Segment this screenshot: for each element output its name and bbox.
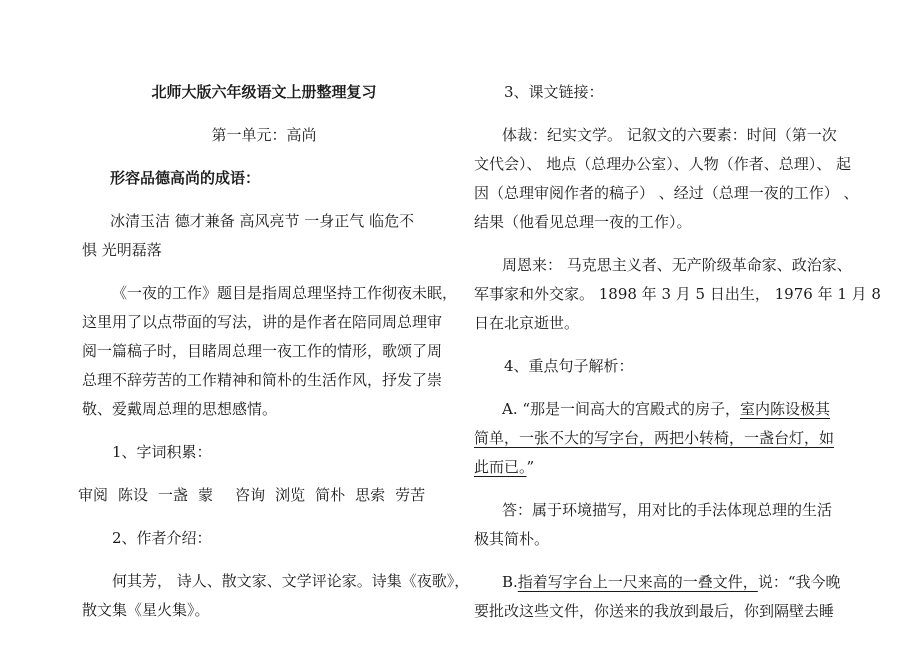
- vocab-list: [78, 481, 446, 510]
- sentence-b-underlined: 指着写字台上一尺来高的一叠文件，: [517, 573, 758, 591]
- vocab-item: 蒙: [198, 486, 214, 504]
- sentence-b-line-2: 要批改这些文件，你送来的我放到最后，你到隔壁去睡: [474, 602, 835, 620]
- right-column: [474, 78, 881, 626]
- answer-line-2: 极其简朴。: [474, 530, 550, 548]
- genre-line-1: 体裁：纪实文学。 记叙文的六要素：时间（第一次: [502, 126, 837, 144]
- sentence-b: [474, 568, 844, 626]
- genre-line-4: 结果（他看见总理一夜的工作）。: [474, 213, 692, 231]
- genre-line-3: 因（总理审阅作者的稿子） 、经过（总理一夜的工作） 、: [474, 184, 859, 202]
- author-line-2: 散文集《星火集》。: [82, 601, 210, 619]
- intro-line-3: 阅一篇稿子时，目睹周总理一夜工作的情形，歌颂了周: [82, 342, 443, 360]
- vocab-item: 咨询: [235, 486, 266, 504]
- vocab-item: 劳苦: [395, 486, 426, 504]
- sentence-b-rest: 说：“我今晚: [757, 573, 841, 591]
- intro-line-5: 敬、爱戴周总理的思想感情。: [82, 400, 278, 418]
- zhou-paragraph: [474, 251, 881, 338]
- author-paragraph: [82, 567, 470, 625]
- idiom-line-2: 惧 光明磊落: [82, 241, 162, 259]
- vocab-heading: 1、字词积累：: [112, 443, 212, 461]
- sentence-b-line-1: [474, 568, 844, 597]
- unit-title: 第一单元：高尚: [211, 126, 317, 144]
- vocab-item: 陈设: [118, 486, 149, 504]
- intro-paragraph: [82, 279, 458, 424]
- vocab-item: 一盏: [158, 486, 189, 504]
- sentence-heading: 4、重点句子解析：: [504, 357, 634, 375]
- answer-line-1: 答：属于环境描写，用对比的手法体现总理的生活: [502, 501, 833, 519]
- left-column: [78, 78, 470, 625]
- link-heading: 3、课文链接：: [504, 83, 604, 101]
- sentence-a-line-1: [474, 395, 844, 424]
- sentence-a-underlined-1: 室内陈设极其: [740, 400, 831, 418]
- idiom-list: [82, 207, 446, 265]
- vocab-item: 思索: [355, 486, 386, 504]
- sentence-b-prefix: B.: [502, 573, 518, 591]
- zhou-line-2: 军事家和外交家。 1898 年 3 月 5 日出生， 1976 年 1 月 8: [474, 285, 881, 303]
- zhou-line-3: 日在北京逝世。: [474, 314, 580, 332]
- zhou-line-1: 周恩来： 马克思主义者、无产阶级革命家、政治家、: [502, 256, 852, 274]
- intro-line-1: 《一夜的工作》题目是指周总理坚持工作彻夜未眠，: [112, 284, 458, 302]
- sentence-a-line-3: [474, 453, 844, 482]
- document-title: 北师大版六年级语文上册整理复习: [151, 83, 377, 101]
- idiom-line-1: 冰清玉洁 德才兼备 高风亮节 一身正气 临危不: [110, 212, 415, 230]
- idiom-heading: 形容品德高尚的成语：: [110, 169, 261, 187]
- sentence-a-prefix: A. “那是一间高大的宫殿式的房子，: [502, 400, 741, 418]
- answer-paragraph: [474, 496, 844, 554]
- vocab-item: 简朴: [315, 486, 346, 504]
- sentence-a: [474, 395, 844, 482]
- genre-paragraph: [474, 121, 859, 237]
- intro-line-4: 总理不辞劳苦的工作精神和简朴的生活作风，抒发了崇: [82, 371, 443, 389]
- sentence-a-underlined-3: 此而已。: [474, 458, 527, 476]
- intro-line-2: 这里用了以点带面的写法，讲的是作者在陪同周总理审: [82, 313, 443, 331]
- sentence-a-underlined-2: 简单，一张不大的写字台，两把小转椅，一盏台灯，如: [474, 429, 835, 447]
- sentence-a-line-2: [474, 424, 844, 453]
- vocab-item: 审阅: [78, 486, 109, 504]
- author-heading: 2、作者介绍：: [112, 529, 212, 547]
- author-line-1: 何其芳， 诗人、散文家、文学评论家。诗集《夜歌》，: [112, 572, 470, 590]
- sentence-a-suffix: ”: [526, 458, 535, 476]
- genre-line-2: 文代会）、 地点（总理办公室）、人物（作者、总理）、 起: [474, 155, 852, 173]
- vocab-item: 浏览: [275, 486, 306, 504]
